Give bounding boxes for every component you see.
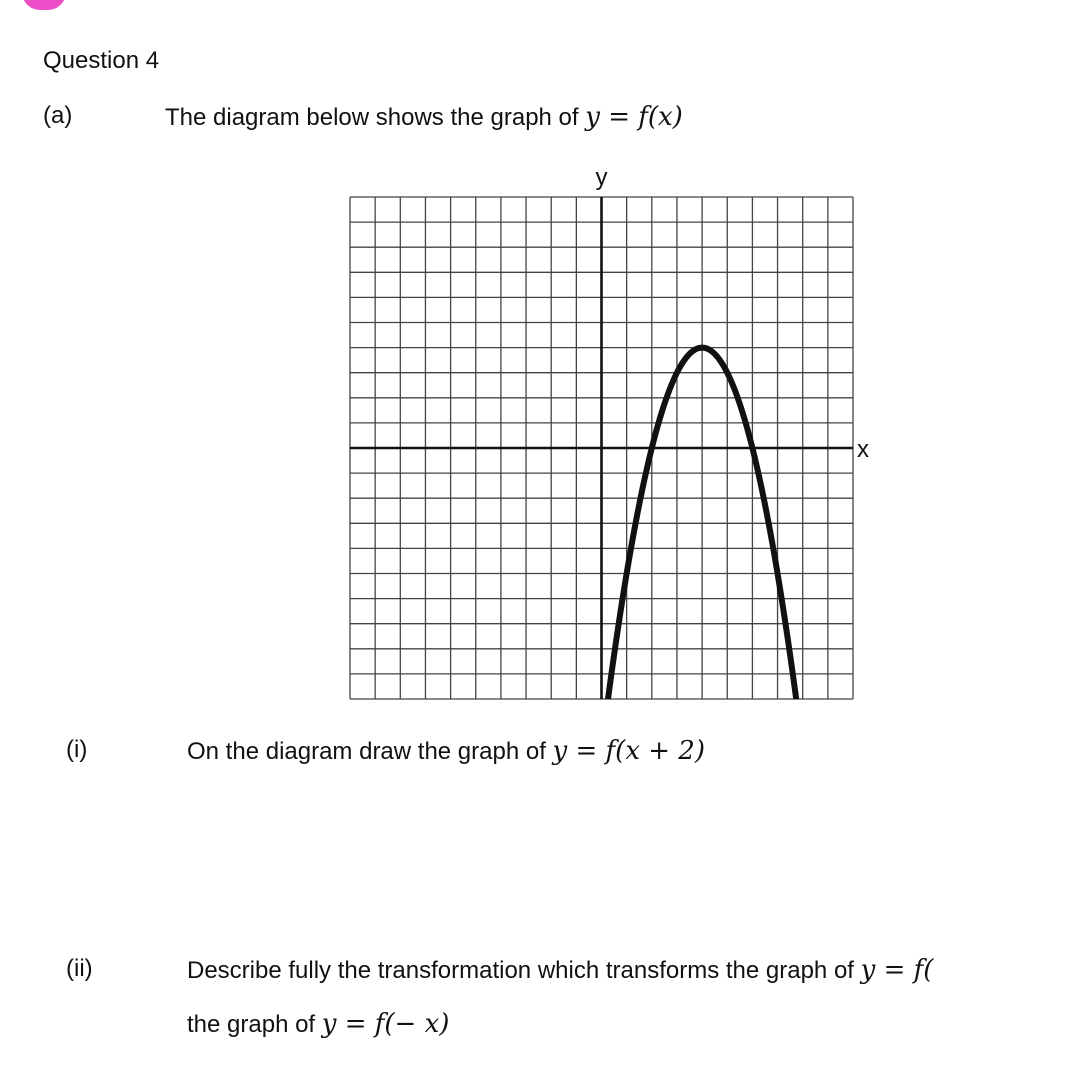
part-ii-statement-line2 — [187, 1011, 449, 1037]
part-ii-math: y = f( — [860, 955, 934, 985]
question-title: Question 4 — [43, 47, 160, 74]
part-a-label: (a) — [43, 102, 73, 129]
part-i-text: On the diagram draw the graph of — [187, 738, 553, 765]
part-i-label: (i) — [66, 736, 88, 763]
part-ii-statement — [187, 957, 933, 983]
y-axis-label: y — [595, 164, 608, 191]
part-i-math: y = f(x + 2) — [552, 736, 705, 766]
part-ii-line2-text: the graph of — [187, 1011, 322, 1038]
part-ii-label: (ii) — [66, 955, 93, 982]
part-ii-text: Describe fully the transformation which transforms the graph of — [187, 957, 861, 984]
x-axis-label: x — [857, 436, 869, 463]
part-a-text: The diagram below shows the graph of — [165, 104, 586, 131]
part-i-statement — [187, 738, 705, 764]
part-a-math: y = f(x) — [585, 102, 683, 132]
part-ii-line2-math: y = f(− x) — [321, 1009, 450, 1039]
